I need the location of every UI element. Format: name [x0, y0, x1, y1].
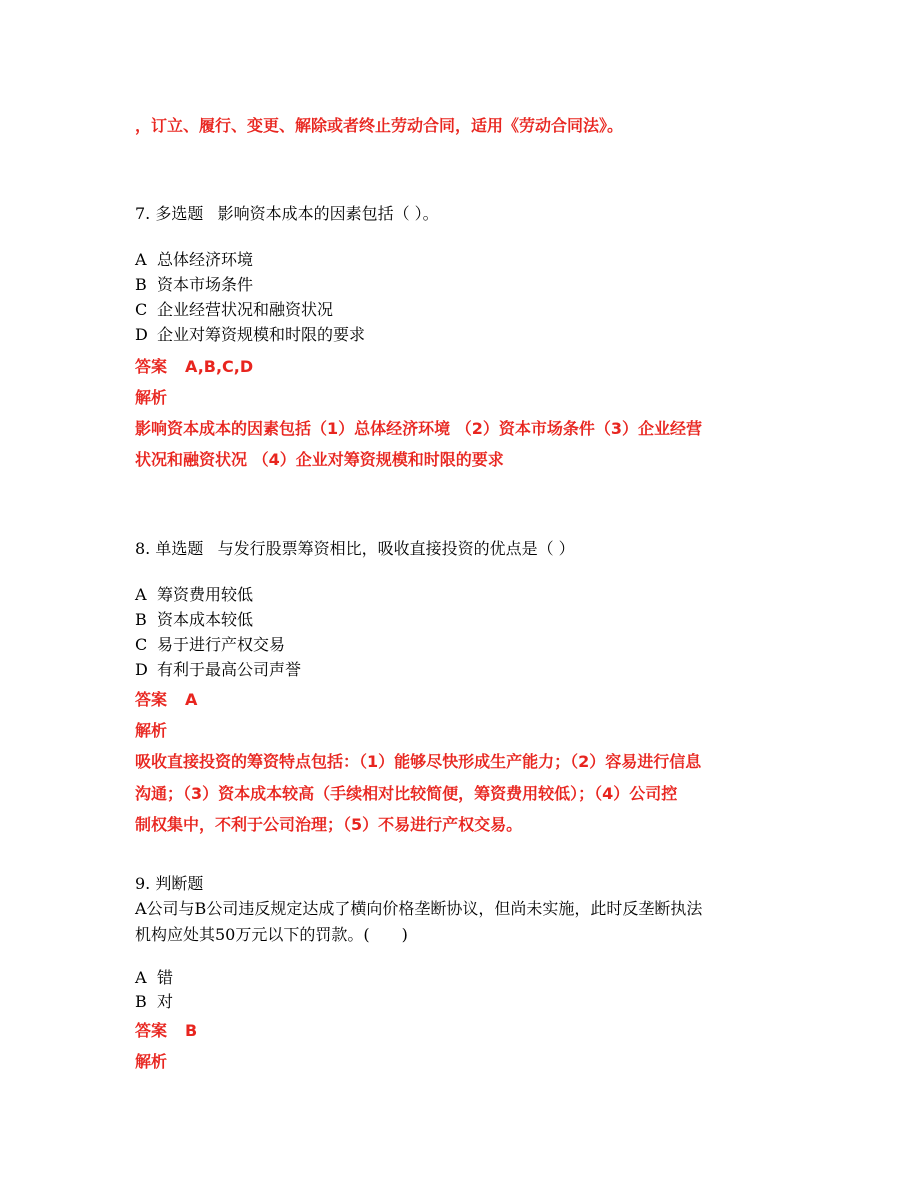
- question-9-answer: [135, 1023, 197, 1039]
- question-7-option-b: [135, 277, 253, 293]
- option-letter: B: [135, 610, 147, 629]
- option-letter: D: [135, 660, 148, 679]
- option-text: 企业对筹资规模和时限的要求: [157, 325, 366, 344]
- option-text: 对: [157, 992, 174, 1011]
- option-text: 有利于最高公司声誉: [157, 660, 302, 679]
- option-letter: A: [135, 585, 147, 604]
- option-letter: A: [135, 968, 147, 987]
- question-7-option-d: [135, 327, 365, 343]
- question-number: 9.: [135, 874, 151, 893]
- question-7-option-c: [135, 302, 333, 318]
- answer-label: 答案: [135, 690, 168, 709]
- intro-line: ，订立、履行、变更、解除或者终止劳动合同，适用《劳动合同法》。: [135, 116, 624, 135]
- question-8-answer: [135, 692, 197, 708]
- question-8-analysis-label: 解析: [135, 721, 168, 740]
- answer-value: A,B,C,D: [185, 357, 254, 376]
- question-8-analysis-line-2: 沟通；（3）资本成本较高（手续相对比较简便，筹资费用较低）；（4）公司控: [135, 784, 678, 803]
- question-stem: 与发行股票筹资相比，吸收直接投资的优点是（ ）: [217, 539, 575, 558]
- question-7-analysis-line-2: 状况和融资状况 （4）企业对筹资规模和时限的要求: [135, 450, 504, 469]
- question-7-answer: [135, 359, 253, 375]
- option-text: 易于进行产权交易: [157, 635, 286, 654]
- question-7-analysis-label: 解析: [135, 388, 168, 407]
- question-9-header: [135, 876, 203, 892]
- answer-label: 答案: [135, 357, 168, 376]
- option-letter: C: [135, 300, 148, 319]
- question-8-option-b: [135, 612, 253, 628]
- question-9-option-a: [135, 970, 173, 986]
- question-type: 单选题: [155, 539, 204, 558]
- question-8-analysis-line-1: 吸收直接投资的筹资特点包括：（1）能够尽快形成生产能力；（2）容易进行信息: [135, 752, 702, 771]
- option-letter: B: [135, 992, 147, 1011]
- question-type: 判断题: [155, 874, 204, 893]
- question-8-option-a: [135, 587, 253, 603]
- option-text: 错: [157, 968, 174, 987]
- option-letter: C: [135, 635, 148, 654]
- option-text: 资本成本较低: [157, 610, 254, 629]
- option-letter: B: [135, 275, 147, 294]
- question-8-analysis-line-3: 制权集中，不利于公司治理；（5）不易进行产权交易。: [135, 815, 523, 834]
- answer-label: 答案: [135, 1021, 168, 1040]
- question-8-option-d: [135, 662, 301, 678]
- option-letter: D: [135, 325, 148, 344]
- question-8-option-c: [135, 637, 285, 653]
- question-type: 多选题: [155, 204, 204, 223]
- option-text: 企业经营状况和融资状况: [157, 300, 334, 319]
- answer-value: A: [185, 690, 198, 709]
- question-number: 7.: [135, 204, 151, 223]
- answer-value: B: [185, 1021, 198, 1040]
- question-number: 8.: [135, 539, 151, 558]
- question-9-option-b: [135, 994, 173, 1010]
- question-9-stem-line-1: A公司与B公司违反规定达成了横向价格垄断协议，但尚未实施，此时反垄断执法: [135, 899, 703, 918]
- option-text: 总体经济环境: [157, 250, 254, 269]
- option-text: 资本市场条件: [157, 275, 254, 294]
- question-stem: 影响资本成本的因素包括（ ）。: [217, 204, 439, 223]
- question-9-analysis-label: 解析: [135, 1052, 168, 1071]
- question-8-header: [135, 541, 575, 557]
- question-9-stem-line-2: 机构应处其50万元以下的罚款。( ): [135, 925, 408, 944]
- question-7-header: [135, 206, 439, 222]
- question-7-analysis-line-1: 影响资本成本的因素包括（1）总体经济环境 （2）资本市场条件（3）企业经营: [135, 419, 702, 438]
- question-7-option-a: [135, 252, 253, 268]
- option-letter: A: [135, 250, 147, 269]
- option-text: 筹资费用较低: [157, 585, 254, 604]
